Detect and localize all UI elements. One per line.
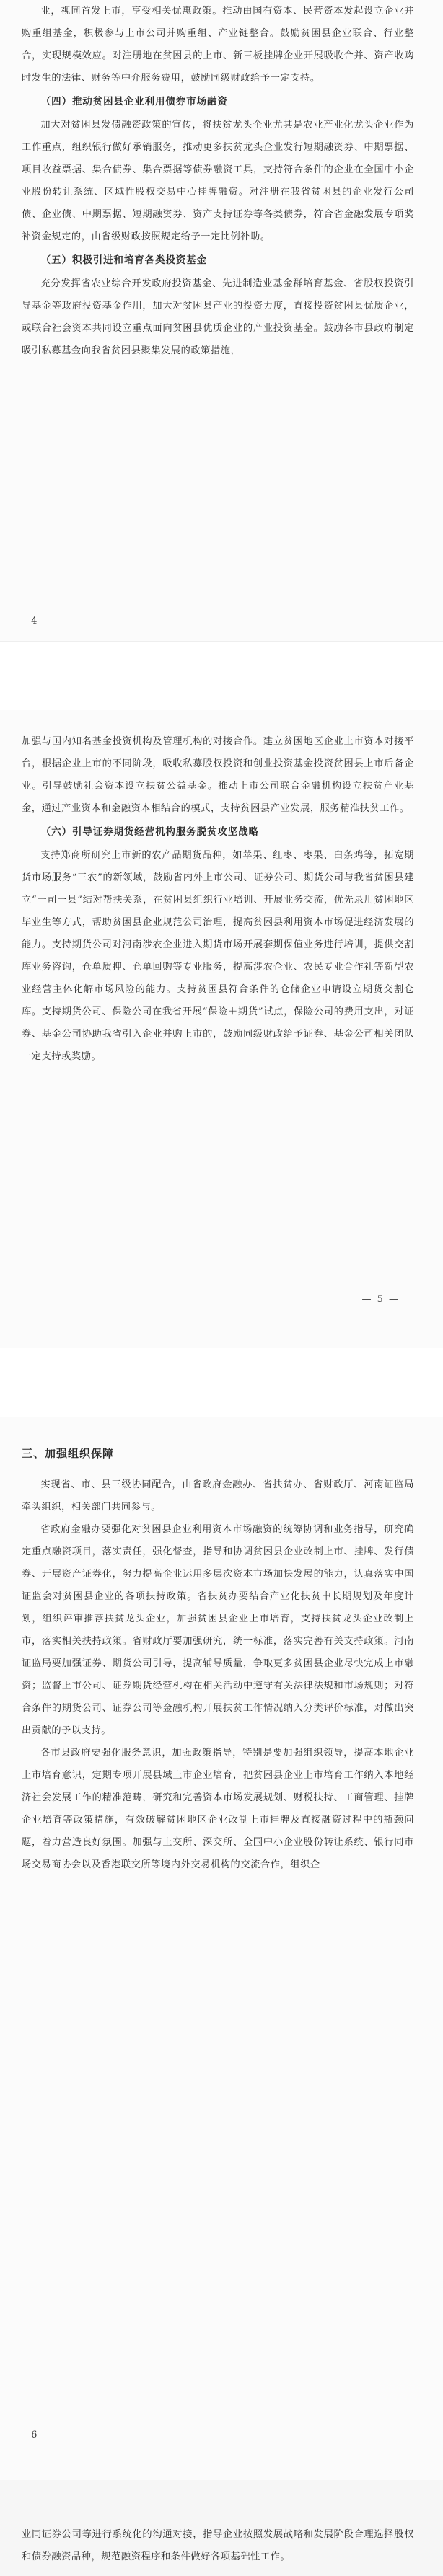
paragraph: 加强与国内知名基金投资机构及管理机构的对接合作。建立贫困地区企业上市资本对接平台，根据企业上市的不同阶段，吸收私募股权投资和创业投资基金投资贫困县上市后备企业。引导鼓励社会资本设立扶贫公益基金。推动上市公司联合金融机构设立扶贫产业基金，通过产业资本和金融资本相结合的模式，支持贫困县产业发展，服务精准扶贫工作。	[22, 736, 414, 814]
page-number: — 5 —	[361, 1294, 400, 1305]
paragraph: 业，视同首发上市，享受相关优惠政策。推动由国有资本、民营资本发起设立企业并购重组基金，积极参与上市公司并购重组、产业链整合。鼓励贫困县企业联合、行业整合，实现规模效应。对注册地在贫困县的上市、新三板挂牌企业开展吸收合并、资产收购时发生的法律、财务等中介服务费用，鼓励同级财政给予一定支持。	[22, 6, 414, 84]
document-page-7	[0, 2480, 443, 2576]
section-heading-6: （六）引导证券期货经营机构服务脱贫攻坚战略	[40, 826, 259, 838]
paragraph: 支持郑商所研究上市新的农产品期货品种，如苹果、红枣、枣果、白条鸡等，拓宽期货市场服务“三农”的新领域，鼓励省内外上市公司、证券公司、期货公司与我省贫困县建立“一司一县”结对帮扶关系，在贫困县组织行业培训、开展业务交流，优先录用贫困地区毕业生等方式，帮助贫困县企业规范公司治理，提高贫困县利用资本市场促进经济发展的能力。支持期货公司对河南涉农企业进入期货市场开展套期保值业务进行培训，提供交割库业务咨询，仓单质押、仓单回购等专业服务，提高涉农企业、农民专业合作社等新型农业经营主体化解市场风险的能力。支持贫困县符合条件的仓储企业申请设立期货交割仓库。支持期货公司、保险公司在我省开展“保险＋期货”试点，保险公司的费用支出，对证券、基金公司协助我省引入企业并购上市的，鼓励同级财政给予证券、基金公司相关团队一定支持或奖励。	[22, 850, 414, 1062]
page-number: — 6 —	[16, 2430, 54, 2440]
section-heading-5: （五）积极引进和培育各类投资基金	[40, 254, 208, 266]
paragraph: 加大对贫困县发债融资政策的宣传，将扶贫龙头企业尤其是农业产业化龙头企业作为工作重点，组织银行做好承销服务，推动更多扶贫龙头企业发行短期融资券、中期票据、项目收益票据、集合债券、集合票据等债券融资工具，支持符合条件的企业在全国中小企业股份转让系统、区域性股权交易中心挂牌融资。对注册在我省贫困县的企业发行公司债、企业债、中期票据、短期融资券、资产支持证券等各类债券，符合省金融发展专项奖补资金规定的，由省级财政按照规定给予一定比例补助。	[22, 120, 414, 242]
paragraph: 充分发挥省农业综合开发政府投资基金、先进制造业基金群培育基金、省股权投资引导基金等政府投资基金作用，加大对贫困县产业的投资力度，直接投资贫困县优质企业，或联合社会资本共同设立重点面向贫困县优质企业的产业投资基金。鼓励各市县政府制定吸引私募基金向我省贫困县聚集发展的政策措施，	[22, 278, 414, 356]
paragraph: 省政府金融办要强化对贫困县企业利用资本市场融资的统筹协调和业务指导，研究确定重点融资项目，落实责任，强化督查，指导和协调贫困县企业改制上市、挂牌、发行债券、开展资产证券化，努力提高企业运用多层次资本市场加快发展的能力，认真落实中国证监会对贫困县企业的各项扶持政策。省扶贫办要结合产业化扶贫中长期规划及年度计划，组织评审推荐扶贫龙头企业，加强贫困县企业上市培育，支持扶贫龙头企业改制上市，落实相关扶持政策。省财政厅要加强研究，统一标准，落实完善有关支持政策。河南证监局要加强证券、期货公司引导，提高辅导质量，争取更多贫困县企业尽快完成上市融资；监督上市公司、证券期货经营机构在相关活动中遵守有关法律法规和市场规则；对符合条件的期货公司、证券公司等金融机构开展扶贫工作情况纳入分类评价标准，对做出突出贡献的予以支持。	[22, 1524, 414, 1736]
main-heading: 三、加强组织保障	[22, 1447, 115, 1460]
paragraph: 业同证券公司等进行系统化的沟通对接，指导企业按照发展战略和发展阶段合理选择股权和债券融资品种，规范融资程序和条件做好各项基础性工作。	[22, 2529, 414, 2562]
document-page-6	[0, 1417, 443, 2484]
document-page-4	[0, 0, 443, 642]
document-page-5	[0, 710, 443, 1348]
page-number: — 4 —	[16, 616, 54, 627]
section-heading-4: （四）推动贫困县企业利用债券市场融资	[40, 96, 228, 107]
paragraph: 各市县政府要强化服务意识，加强政策指导，特别是要加强组织领导，提高本地企业上市培育意识，定期专项开展县域上市企业培育，把贫困县企业上市培育工作纳入本地经济社会发展工作的精准范畴，研究和完善资本市场发展规划、财税扶持、工商管理、挂牌企业培育等政策措施，有效破解贫困地区企业改制上市挂牌及直接融资过程中的瓶颈问题，着力营造良好氛围。加强与上交所、深交所、全国中小企业股份转让系统、银行同市场交易商协会以及香港联交所等境内外交易机构的交流合作，组织企	[22, 1748, 414, 1870]
paragraph: 实现省、市、县三级协同配合，由省政府金融办、省扶贫办、省财政厅、河南证监局牵头组织，相关部门共同参与。	[22, 1479, 414, 1513]
